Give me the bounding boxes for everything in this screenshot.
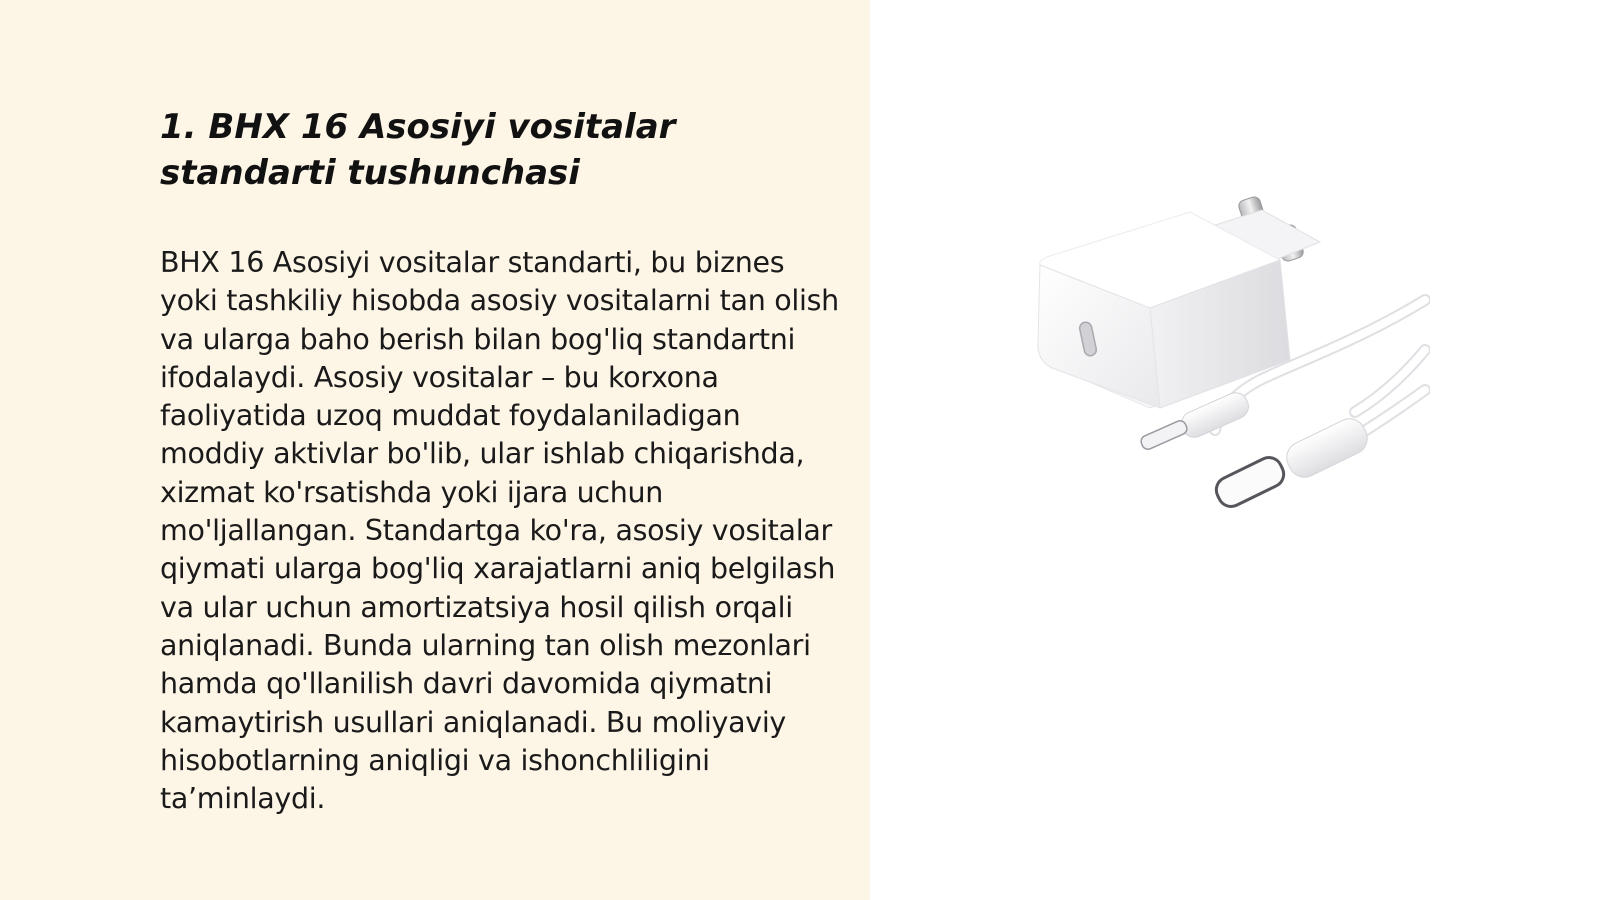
slide-body-text: BHX 16 Asosiyi vositalar standarti, bu biznes yoki tashkiliy hisobda asosiy vositalarni tan olish va ularga baho berish bilan bog'liq standartni ifodalaydi. Asosiy vositalar – bu korxona faoliyatida uzoq muddat foydalaniladigan moddiy aktivlar bo'lib, ular ishlab chiqarishda, xizmat ko'rsatishda yoki ijara uchun mo'ljallangan. Standartga ko'ra, asosiy vositalar qiymati ularga bog'liq xarajatlarni aniq belgilash va ular uchun amortizatsiya hosil qilish orqali aniqlanadi. Bunda ularning tan olish mezonlari hamda qo'llanilish davri davomida qiymatni kamaytirish usullari aniqlanadi. Bu moliyaviy hisobotlarning aniqligi va ishonchliligini ta’minlaydi.: [160, 246, 839, 816]
usb-c-connector: [1212, 413, 1373, 510]
charger-image: [1030, 190, 1430, 530]
slide-title: 1. BHX 16 Asosiyi vositalar standarti tushunchasi: [160, 107, 676, 193]
